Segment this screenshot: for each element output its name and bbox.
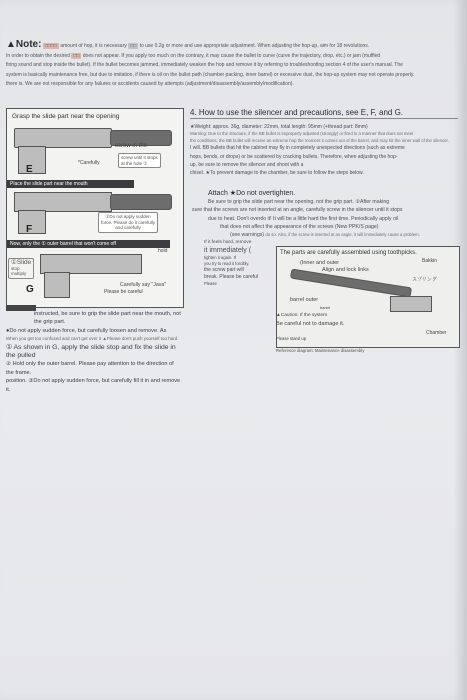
warning-line2: the conditions, the BB bullet will receive an extreme hop the moment it comes out of the barrel, and may hit the inner wall of the silencer.	[190, 137, 449, 143]
attach-line3: due to heat. Don't overdo it! It will be a little hard the first time. Periodically apply oil	[208, 215, 399, 222]
barrel-outer-label: barrel outer	[290, 297, 319, 303]
attach-line5b: do so. Also, if the screw is inserted at an angle, it will immediately cause a problem.	[265, 232, 420, 238]
screw-sub2: at the hole ①	[121, 160, 148, 166]
caution-line2: Be careful not to damage it.	[276, 321, 345, 327]
spring-label: スプリング	[412, 277, 437, 283]
step-bar-1	[7, 180, 134, 188]
screw-sub1: screw until it stops	[121, 155, 158, 160]
pistol-illustration-e	[14, 128, 112, 148]
align-label: Align and lock links	[322, 267, 369, 273]
bottom-line1: instructed, be sure to grip the slide part near the mouth, not the grip part.	[34, 311, 181, 326]
figure-e-label: E	[26, 164, 33, 175]
section4-body	[190, 123, 458, 177]
slide-label: ①Slide	[11, 259, 32, 266]
redacted-highlight: □□	[130, 43, 137, 49]
screw-tag	[118, 153, 161, 168]
attach-line6: If it feels hard, remove	[204, 240, 252, 246]
please-stand-label: Please stand up	[276, 336, 307, 341]
reference-diagram-label: Reference diagram: Maintenance disassembly	[276, 348, 365, 353]
slide-sub1: stop	[11, 265, 20, 271]
step-bar-1-text: Place the slide part near the mouth	[10, 181, 88, 187]
f-tag-line1: ①Do not apply sudden	[105, 214, 151, 219]
chamber-part-illustration	[390, 296, 432, 312]
attach-line11: break. Please be careful	[204, 274, 258, 281]
note-block	[6, 40, 458, 90]
carefully-label: *Carefully	[78, 160, 100, 166]
pistol-illustration-f	[14, 192, 112, 212]
screw-label: screw in the	[115, 143, 148, 149]
note-line4: system is basically maintenance free, but due to imitation, if there is oil on the bullet path (chamber packing, inner barrel) or excessive dust, the hop-up system may not operate properly.	[6, 71, 415, 78]
chamber-label: Chamber	[426, 330, 447, 336]
section4-title: 4. How to use the silencer and precautions, see E, F, and G.	[190, 108, 458, 119]
bottom-line6: position. ③Do not apply sudden force, but carefully fill it in and remove it.	[6, 378, 181, 393]
grip-illustration-g	[44, 272, 70, 298]
bottom-line3: When you get too confused and can't get over it ▲Please don't push yourself too hard.	[6, 336, 179, 342]
attach-line12: Please	[204, 281, 217, 287]
note-line2b: does not appear. If you apply too much on the contrary, it may cause the bullet to curve (curve the trajectory, drop, etc.) or jam (muffled	[82, 52, 381, 59]
f-tag-line2: force. Please do it carefully	[101, 219, 156, 225]
g-note2: Please be careful	[104, 289, 143, 295]
step-bar-2-text: Now, only the ① outer barrel that won't come off	[10, 241, 116, 247]
note-line1b: to use 0.2g or more and use appropriate adjustment. When adjusting the hop-up, aim for 18 revolutions.	[139, 43, 370, 49]
bottom-line4: ① As shown in G, apply the slide stop and fix the slide in the pulled	[6, 343, 176, 360]
f-warning-tag	[98, 212, 158, 233]
attach-line4: that does not affect the appearance of the screws (New PPK/S page)	[220, 223, 379, 230]
body-line4: chisel. ★To prevent damage to the chamber, be sure to follow the steps below.	[190, 170, 364, 176]
note-title: ▲Note:	[6, 39, 42, 50]
body-line2: hops, bends, or drops) or be scattered by cracking bullets. Therefore, when adjusting the hop-	[190, 153, 398, 160]
parts-heading: The parts are carefully assembled using toothpicks.	[280, 250, 417, 256]
bottom-instructions	[6, 310, 182, 394]
bakkin-label: Bakkin	[422, 258, 438, 264]
note-line3: firing sound and stop inside the bullet). If the bullet becomes jammed, immediately weaken the hop and remove it by referring to troubleshooting section 4 of the user's manual. The	[6, 62, 403, 69]
attach-line10: the screw part will	[204, 267, 244, 274]
attach-heading: Attach ★Do not overtighten.	[208, 190, 296, 197]
g-note1: Carefully say "Java"	[120, 282, 167, 288]
note-line5: there is. We are not responsible for any failures or accidents caused by attempts (adjustment/disassembly/assembly/modification).	[6, 81, 294, 88]
slide-sub2: multiply	[11, 271, 27, 276]
page-edge-shadow	[453, 0, 467, 700]
hold-label: hold	[158, 248, 168, 254]
body-line1: I will. BB bullets that hit the cabinet may fly in completely unexpected directions (such as extreme	[190, 145, 405, 152]
attach-line7: it immediately (	[204, 246, 252, 254]
note-line2a: In order to obtain the desired	[6, 52, 70, 59]
bottom-line5: ② Hold only the outer barrel. Please pay attention to the direction of the frame.	[6, 361, 174, 376]
attach-line8: tighten it again. If	[204, 254, 236, 260]
pistol-illustration-g	[40, 254, 142, 274]
attach-line1: Be sure to grip the slide part near the opening, not the grip part. ②After making	[208, 199, 390, 206]
inner-label: (Inner and outer	[300, 260, 340, 266]
step-bar-2	[7, 240, 170, 248]
attach-line2: sure that the screws are not inserted at an angle, carefully screw in the silencer until it stops	[192, 207, 403, 214]
f-tag-line3: and carefully	[115, 225, 141, 230]
caution-line1: ▲Caution: If the system	[276, 313, 328, 318]
barrel-label: barrel	[320, 305, 331, 310]
redacted-highlight: □□□□	[44, 43, 57, 49]
redacted-highlight: □□	[73, 52, 80, 59]
warning-line1: Warning: Due to the structure, if the BB bullet is improperly adjusted (strongly) or fired in a manner that does not meet	[190, 131, 414, 137]
silencer-illustration-f	[110, 194, 172, 210]
body-line3: up, be sure to remove the silencer and shoot with a	[190, 161, 304, 168]
attach-line5a: (see warnings)	[230, 232, 265, 239]
attach-line9: you try to read it forcibly,	[204, 261, 250, 267]
specs-line: ★Weight: approx. 36g, diameter: 22mm, total length: 95mm (+thread part: 8mm)	[190, 124, 368, 130]
bottom-line2: ●Do not apply sudden force, but carefully loosen and remove. As	[6, 327, 167, 334]
figure-f-label: F	[26, 224, 33, 235]
figure-g-label: G	[26, 284, 34, 295]
note-line1a: amount of hop, it is necessary	[60, 43, 127, 49]
figure-caption: Grasp the slide part near the opening	[12, 113, 120, 120]
slide-stop-tag	[8, 258, 34, 279]
